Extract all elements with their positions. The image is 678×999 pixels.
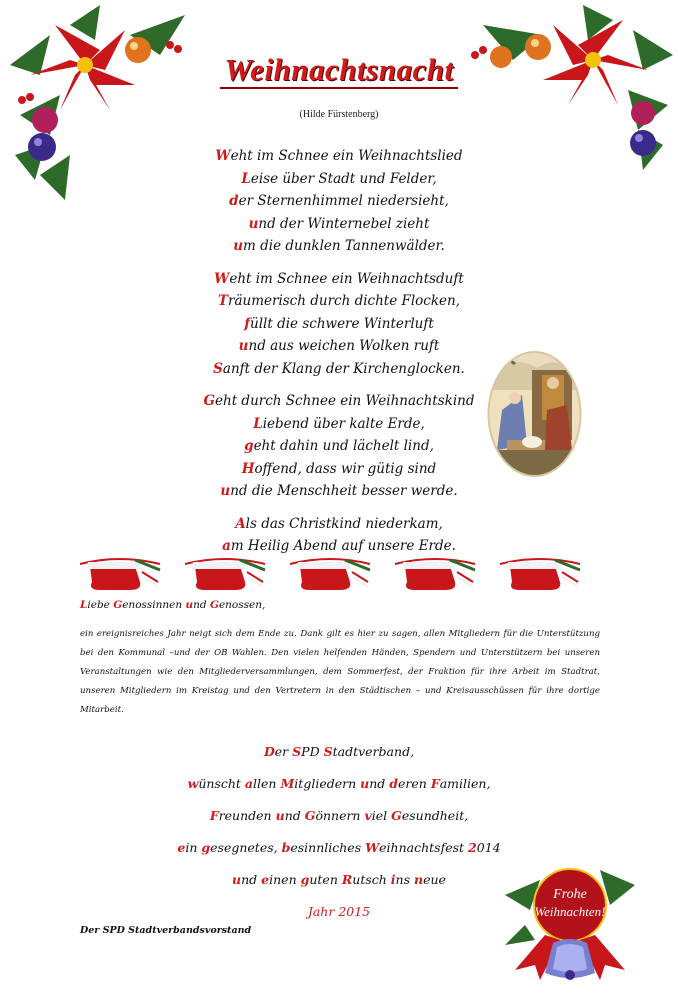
line-text: iebend über kalte Erde, [262,415,425,432]
initial-letter: W [215,148,231,164]
line-text: nd der Winternebel zieht [258,215,430,232]
poem-line [0,190,678,213]
line-text: üllt die schwere Winterluft [250,315,434,332]
line-text: nd die Menschheit besser werde. [230,483,458,499]
signoff: Der SPD Stadtverbandsvorstand [80,925,252,936]
christmas-bell-icon [505,865,635,983]
wish-line: und einen guten Rutsch ins neue [232,872,446,887]
poem-line [0,513,678,536]
line-text: nd aus weichen Wolken ruft [248,338,440,354]
poem-line [0,145,678,168]
initial-letter: u [220,483,231,499]
poem-line [0,290,678,313]
initial-letter: L [241,170,251,187]
initial-letter: u [238,338,249,354]
poem-line [0,168,678,191]
line-text: eise über Stadt und Felder, [250,170,437,187]
wish-line: wünscht allen Mitgliedern und deren Familien, [187,776,491,791]
initial-letter: G [203,393,216,409]
initial-letter: u [233,238,244,254]
wish-line: Jahr 2015 [307,904,371,919]
poem-line [0,480,678,503]
nativity-scene-icon [487,350,582,478]
line-text: m die dunklen Tannenwälder. [243,238,445,254]
line-text: m Heilig Abend auf unsere Erde. [230,538,456,554]
initial-letter: A [235,515,246,532]
poem-line [0,213,678,236]
initial-letter: S [213,360,223,377]
bell-text-line-1: Frohe [553,887,587,902]
wish-line: ein gesegnetes, besinnliches Weihnachtsfest 2014 [177,840,501,855]
initial-letter: H [241,460,255,477]
line-text: ls das Christkind niederkam, [245,515,443,532]
line-text: anft der Klang der Kirchenglocken. [222,360,465,377]
wish-line: Freunden und Gönnern viel Gesundheit, [209,808,469,823]
initial-letter: g [244,438,254,454]
initial-letter: f [244,315,251,332]
initial-letter: d [229,193,239,209]
wish-line: Der SPD Stadtverband, [263,744,415,759]
poem-title: Weihnachtsnacht [0,52,678,88]
line-text: er Sternenhimmel niedersieht, [238,193,449,209]
poem-stanza [0,513,678,558]
bell-text-line-2: Weihnachten! [534,904,606,919]
line-text: räumerisch durch dichte Flocken, [228,293,461,309]
line-text: eht im Schnee ein Weihnachtslied [230,148,463,164]
line-text: eht dahin und lächelt lind, [253,438,434,454]
initial-letter: a [222,538,231,554]
poem-line [0,235,678,258]
line-text: eht durch Schnee ein Weihnachtskind [215,393,475,409]
poem-line [0,313,678,336]
line-text: offend, dass wir gütig sind [254,460,437,477]
initial-letter: T [217,293,228,309]
greeting: Liebe Genossinnen und Genossen, [80,599,266,611]
line-text: eht im Schnee ein Weihnachtsduft [229,270,464,287]
body-paragraph: ein ereignisreiches Jahr neigt sich dem Ende zu. Dank gilt es hier zu sagen, allen Mitgliedern für die Unterstützung bei den Kommunal –und der OB Wahlen. Den vielen helfenden Händen, Spendern und Unterstützern bei unseren Veranstaltungen wie den Mitgliederversammlungen, dem Sommerfest, der Fraktion für ihre Arbeit im Stadtrat, unseren Mitgliedern im Kreistag und den Vertretern in den Städtischen – und Kreisausschüssen für ihre dortige Mitarbeit. [80,629,600,715]
stocking-garland-icon [80,552,615,592]
initial-letter: u [248,215,259,232]
poem-line [0,268,678,291]
initial-letter: W [214,270,230,287]
poem-stanza [0,145,678,258]
poem-author: (Hilde Fürstenberg) [299,109,379,120]
initial-letter: L [253,415,263,432]
